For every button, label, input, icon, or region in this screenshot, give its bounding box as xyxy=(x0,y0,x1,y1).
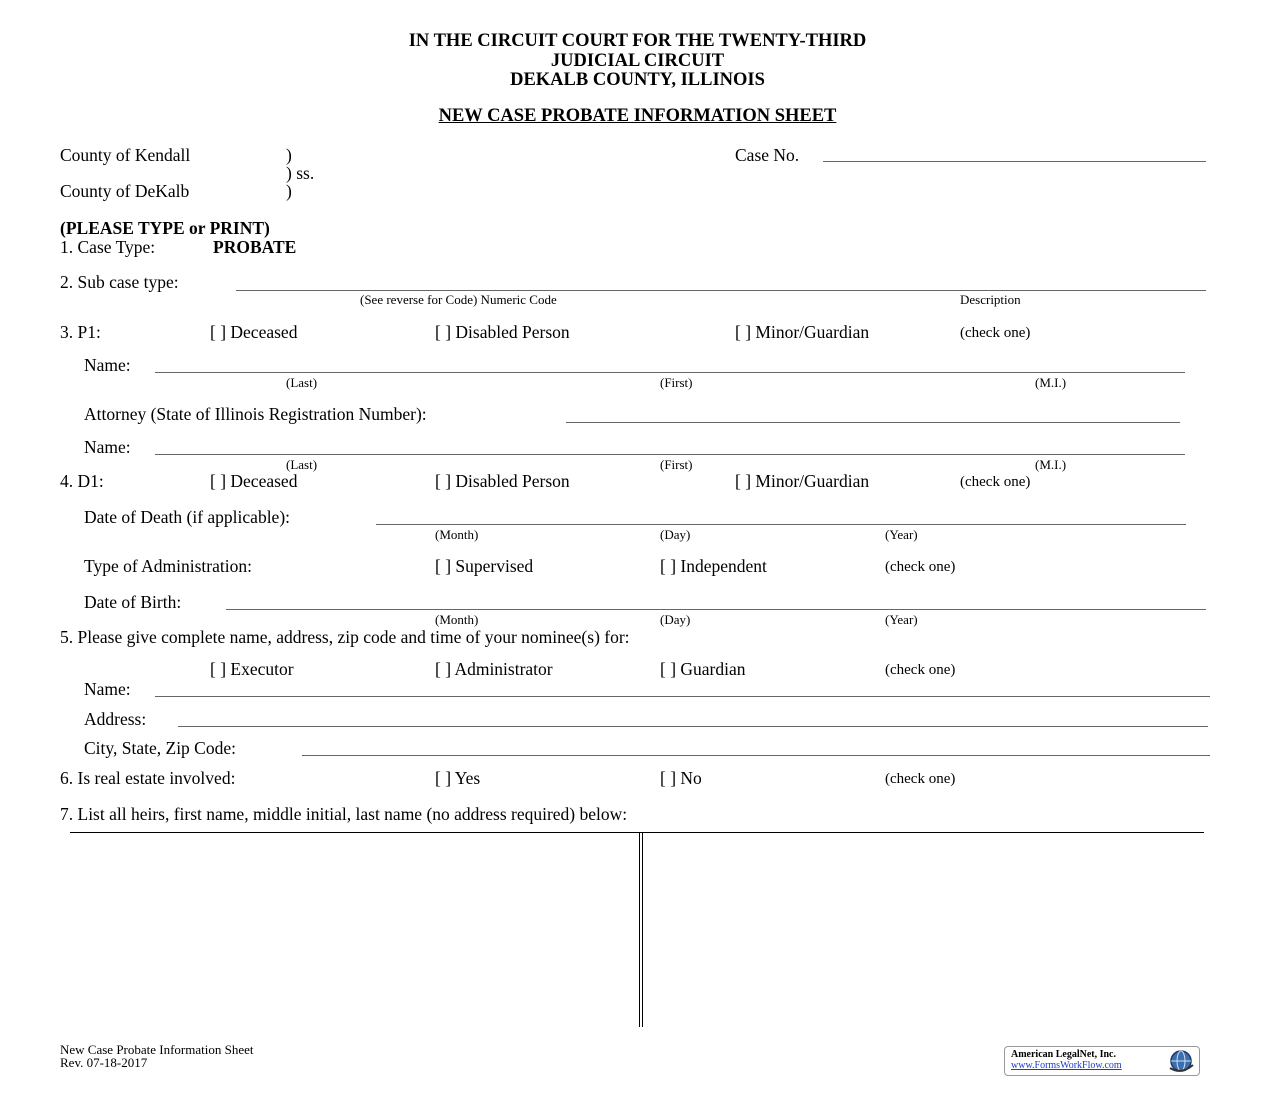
birth-year-hint: (Year) xyxy=(885,612,918,627)
numeric-code-hint: (See reverse for Code) Numeric Code xyxy=(360,292,557,307)
death-year-hint: (Year) xyxy=(885,527,918,542)
real-estate-yes-checkbox[interactable]: [ ] Yes xyxy=(435,768,481,788)
heirs-right-column[interactable] xyxy=(648,836,1203,1024)
nominee-label: 5. Please give complete name, address, zip code and time of your nominee(s) for: xyxy=(60,627,630,647)
date-of-birth-field[interactable] xyxy=(226,609,1206,610)
p1-name-field[interactable] xyxy=(155,372,1185,373)
death-month-hint: (Month) xyxy=(435,527,479,542)
venue-ss: ) ss. xyxy=(286,163,315,183)
attorney-first-hint: (First) xyxy=(660,457,693,472)
d1-label: 4. D1: xyxy=(60,471,104,491)
case-no-label: Case No. xyxy=(735,145,800,165)
attorney-label: Attorney (State of Illinois Registration Number): xyxy=(84,404,427,424)
birth-month-hint: (Month) xyxy=(435,612,479,627)
venue-paren-2: ) xyxy=(286,181,292,201)
p1-last-hint: (Last) xyxy=(286,375,318,390)
death-day-hint: (Day) xyxy=(660,527,691,542)
nominee-address-label: Address: xyxy=(84,709,147,729)
legalnet-logo xyxy=(1004,1046,1200,1076)
date-of-death-label: Date of Death (if applicable): xyxy=(84,507,291,527)
attorney-mi-hint: (M.I.) xyxy=(1035,457,1067,472)
heirs-table-divider-right xyxy=(642,833,643,1027)
sub-case-field[interactable] xyxy=(236,290,1206,291)
venue-paren-1: ) xyxy=(286,145,292,165)
attorney-last-hint: (Last) xyxy=(286,457,318,472)
county-dekalb: County of DeKalb xyxy=(60,181,190,201)
attorney-name-label: Name: xyxy=(84,437,131,457)
executor-checkbox[interactable]: [ ] Executor xyxy=(210,659,294,679)
heirs-label: 7. List all heirs, first name, middle initial, last name (no address required) below: xyxy=(60,804,628,824)
case-type-label: 1. Case Type: xyxy=(60,237,156,257)
heirs-left-column[interactable] xyxy=(72,836,634,1024)
attorney-reg-field[interactable] xyxy=(566,422,1180,423)
heirs-table-top-rule xyxy=(70,832,1204,833)
footer-form-name: New Case Probate Information Sheet xyxy=(60,1042,254,1057)
p1-first-hint: (First) xyxy=(660,375,693,390)
p1-name-label: Name: xyxy=(84,355,131,375)
real-estate-check-one: (check one) xyxy=(885,771,956,787)
p1-mi-hint: (M.I.) xyxy=(1035,375,1067,390)
description-hint: Description xyxy=(960,292,1021,307)
county-kendall: County of Kendall xyxy=(60,145,191,165)
case-type-value: PROBATE xyxy=(213,237,297,257)
administrator-checkbox[interactable]: [ ] Administrator xyxy=(435,659,553,679)
independent-checkbox[interactable]: [ ] Independent xyxy=(660,556,767,576)
p1-label: 3. P1: xyxy=(60,322,101,342)
heirs-table-divider-left xyxy=(639,833,640,1027)
p1-deceased-checkbox[interactable]: [ ] Deceased xyxy=(210,322,298,342)
footer-revision: Rev. 07-18-2017 xyxy=(60,1055,148,1070)
d1-check-one: (check one) xyxy=(960,474,1031,490)
sub-case-label: 2. Sub case type: xyxy=(60,272,179,292)
nominee-name-field[interactable] xyxy=(155,696,1210,697)
p1-check-one: (check one) xyxy=(960,325,1031,341)
nominee-city-label: City, State, Zip Code: xyxy=(84,738,236,758)
real-estate-no-checkbox[interactable]: [ ] No xyxy=(660,768,702,788)
supervised-checkbox[interactable]: [ ] Supervised xyxy=(435,556,534,576)
date-of-birth-label: Date of Birth: xyxy=(84,592,182,612)
birth-day-hint: (Day) xyxy=(660,612,691,627)
type-or-print-note: (PLEASE TYPE or PRINT) xyxy=(60,218,270,238)
nominee-city-field[interactable] xyxy=(302,755,1210,756)
p1-disabled-checkbox[interactable]: [ ] Disabled Person xyxy=(435,322,570,342)
logo-company: American LegalNet, Inc. xyxy=(1011,1049,1116,1060)
globe-icon xyxy=(1167,1048,1195,1074)
case-no-field[interactable] xyxy=(823,161,1206,162)
d1-minor-checkbox[interactable]: [ ] Minor/Guardian xyxy=(735,471,870,491)
nominee-check-one: (check one) xyxy=(885,662,956,678)
d1-deceased-checkbox[interactable]: [ ] Deceased xyxy=(210,471,298,491)
logo-url[interactable]: www.FormsWorkFlow.com xyxy=(1011,1060,1122,1071)
admin-check-one: (check one) xyxy=(885,559,956,575)
court-line-3: DEKALB COUNTY, ILLINOIS xyxy=(510,70,765,90)
real-estate-label: 6. Is real estate involved: xyxy=(60,768,236,788)
date-of-death-field[interactable] xyxy=(376,524,1186,525)
p1-minor-checkbox[interactable]: [ ] Minor/Guardian xyxy=(735,322,870,342)
court-line-2: JUDICIAL CIRCUIT xyxy=(550,51,725,71)
d1-disabled-checkbox[interactable]: [ ] Disabled Person xyxy=(435,471,570,491)
form-title: NEW CASE PROBATE INFORMATION SHEET xyxy=(438,106,837,126)
attorney-name-field[interactable] xyxy=(155,454,1185,455)
guardian-checkbox[interactable]: [ ] Guardian xyxy=(660,659,746,679)
court-line-1: IN THE CIRCUIT COURT FOR THE TWENTY-THIRD xyxy=(408,31,867,51)
nominee-name-label: Name: xyxy=(84,679,131,699)
nominee-address-field[interactable] xyxy=(178,726,1208,727)
admin-type-label: Type of Administration: xyxy=(84,556,252,576)
